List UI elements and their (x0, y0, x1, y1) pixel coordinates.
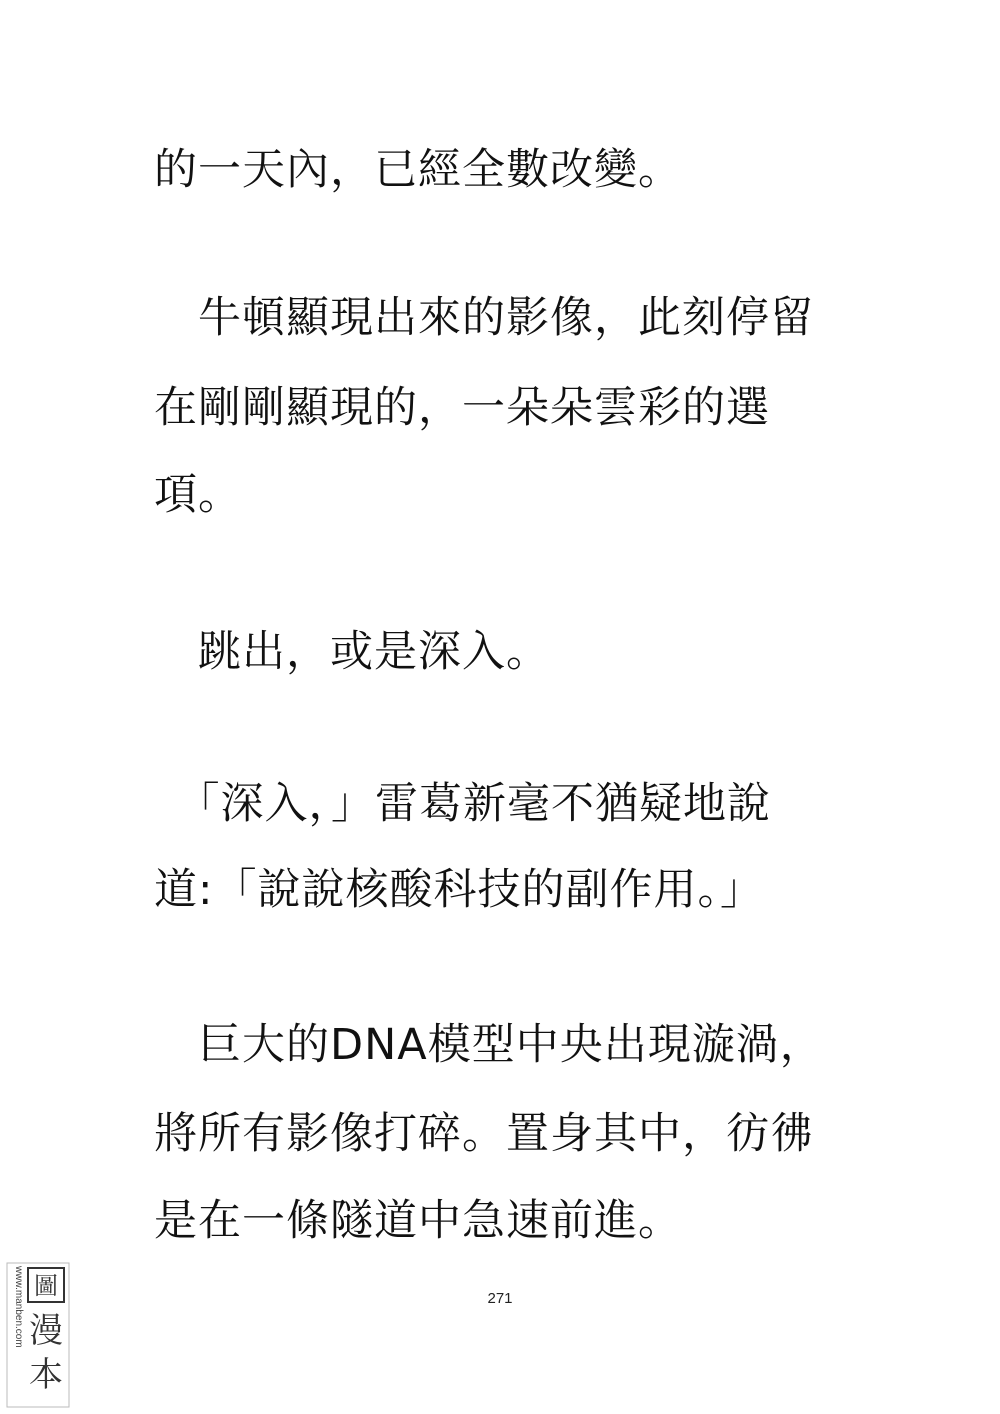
svg-text:圖: 圖 (34, 1272, 58, 1300)
text-line-2: 牛頓顯現出來的影像，此刻停留 (154, 293, 814, 343)
text-line-1: 的一天內，已經全數改變。 (154, 145, 682, 195)
svg-text:漫: 漫 (29, 1311, 63, 1351)
svg-text:www.manben.com: www.manben.com (13, 1266, 24, 1348)
svg-text:本: 本 (29, 1355, 63, 1395)
manben-watermark-logo (6, 1262, 70, 1408)
text-line-3: 在剛剛顯現的，一朵朵雲彩的選 (154, 383, 770, 433)
text-line-8: 巨大的DNA模型中央出現漩渦， (154, 1020, 824, 1070)
text-line-9: 將所有影像打碎。置身其中，彷彿 (154, 1109, 814, 1159)
text-line-10: 是在一條隧道中急速前進。 (154, 1196, 682, 1246)
text-line-4: 項。 (154, 470, 242, 520)
text-line-6: 「深入，」雷葛新毫不猶疑地說 (154, 779, 771, 829)
page-number: 271 (487, 1290, 513, 1307)
text-line-7: 道:「說說核酸科技的副作用。」 (154, 865, 764, 915)
text-line-5: 跳出，或是深入。 (154, 627, 550, 677)
